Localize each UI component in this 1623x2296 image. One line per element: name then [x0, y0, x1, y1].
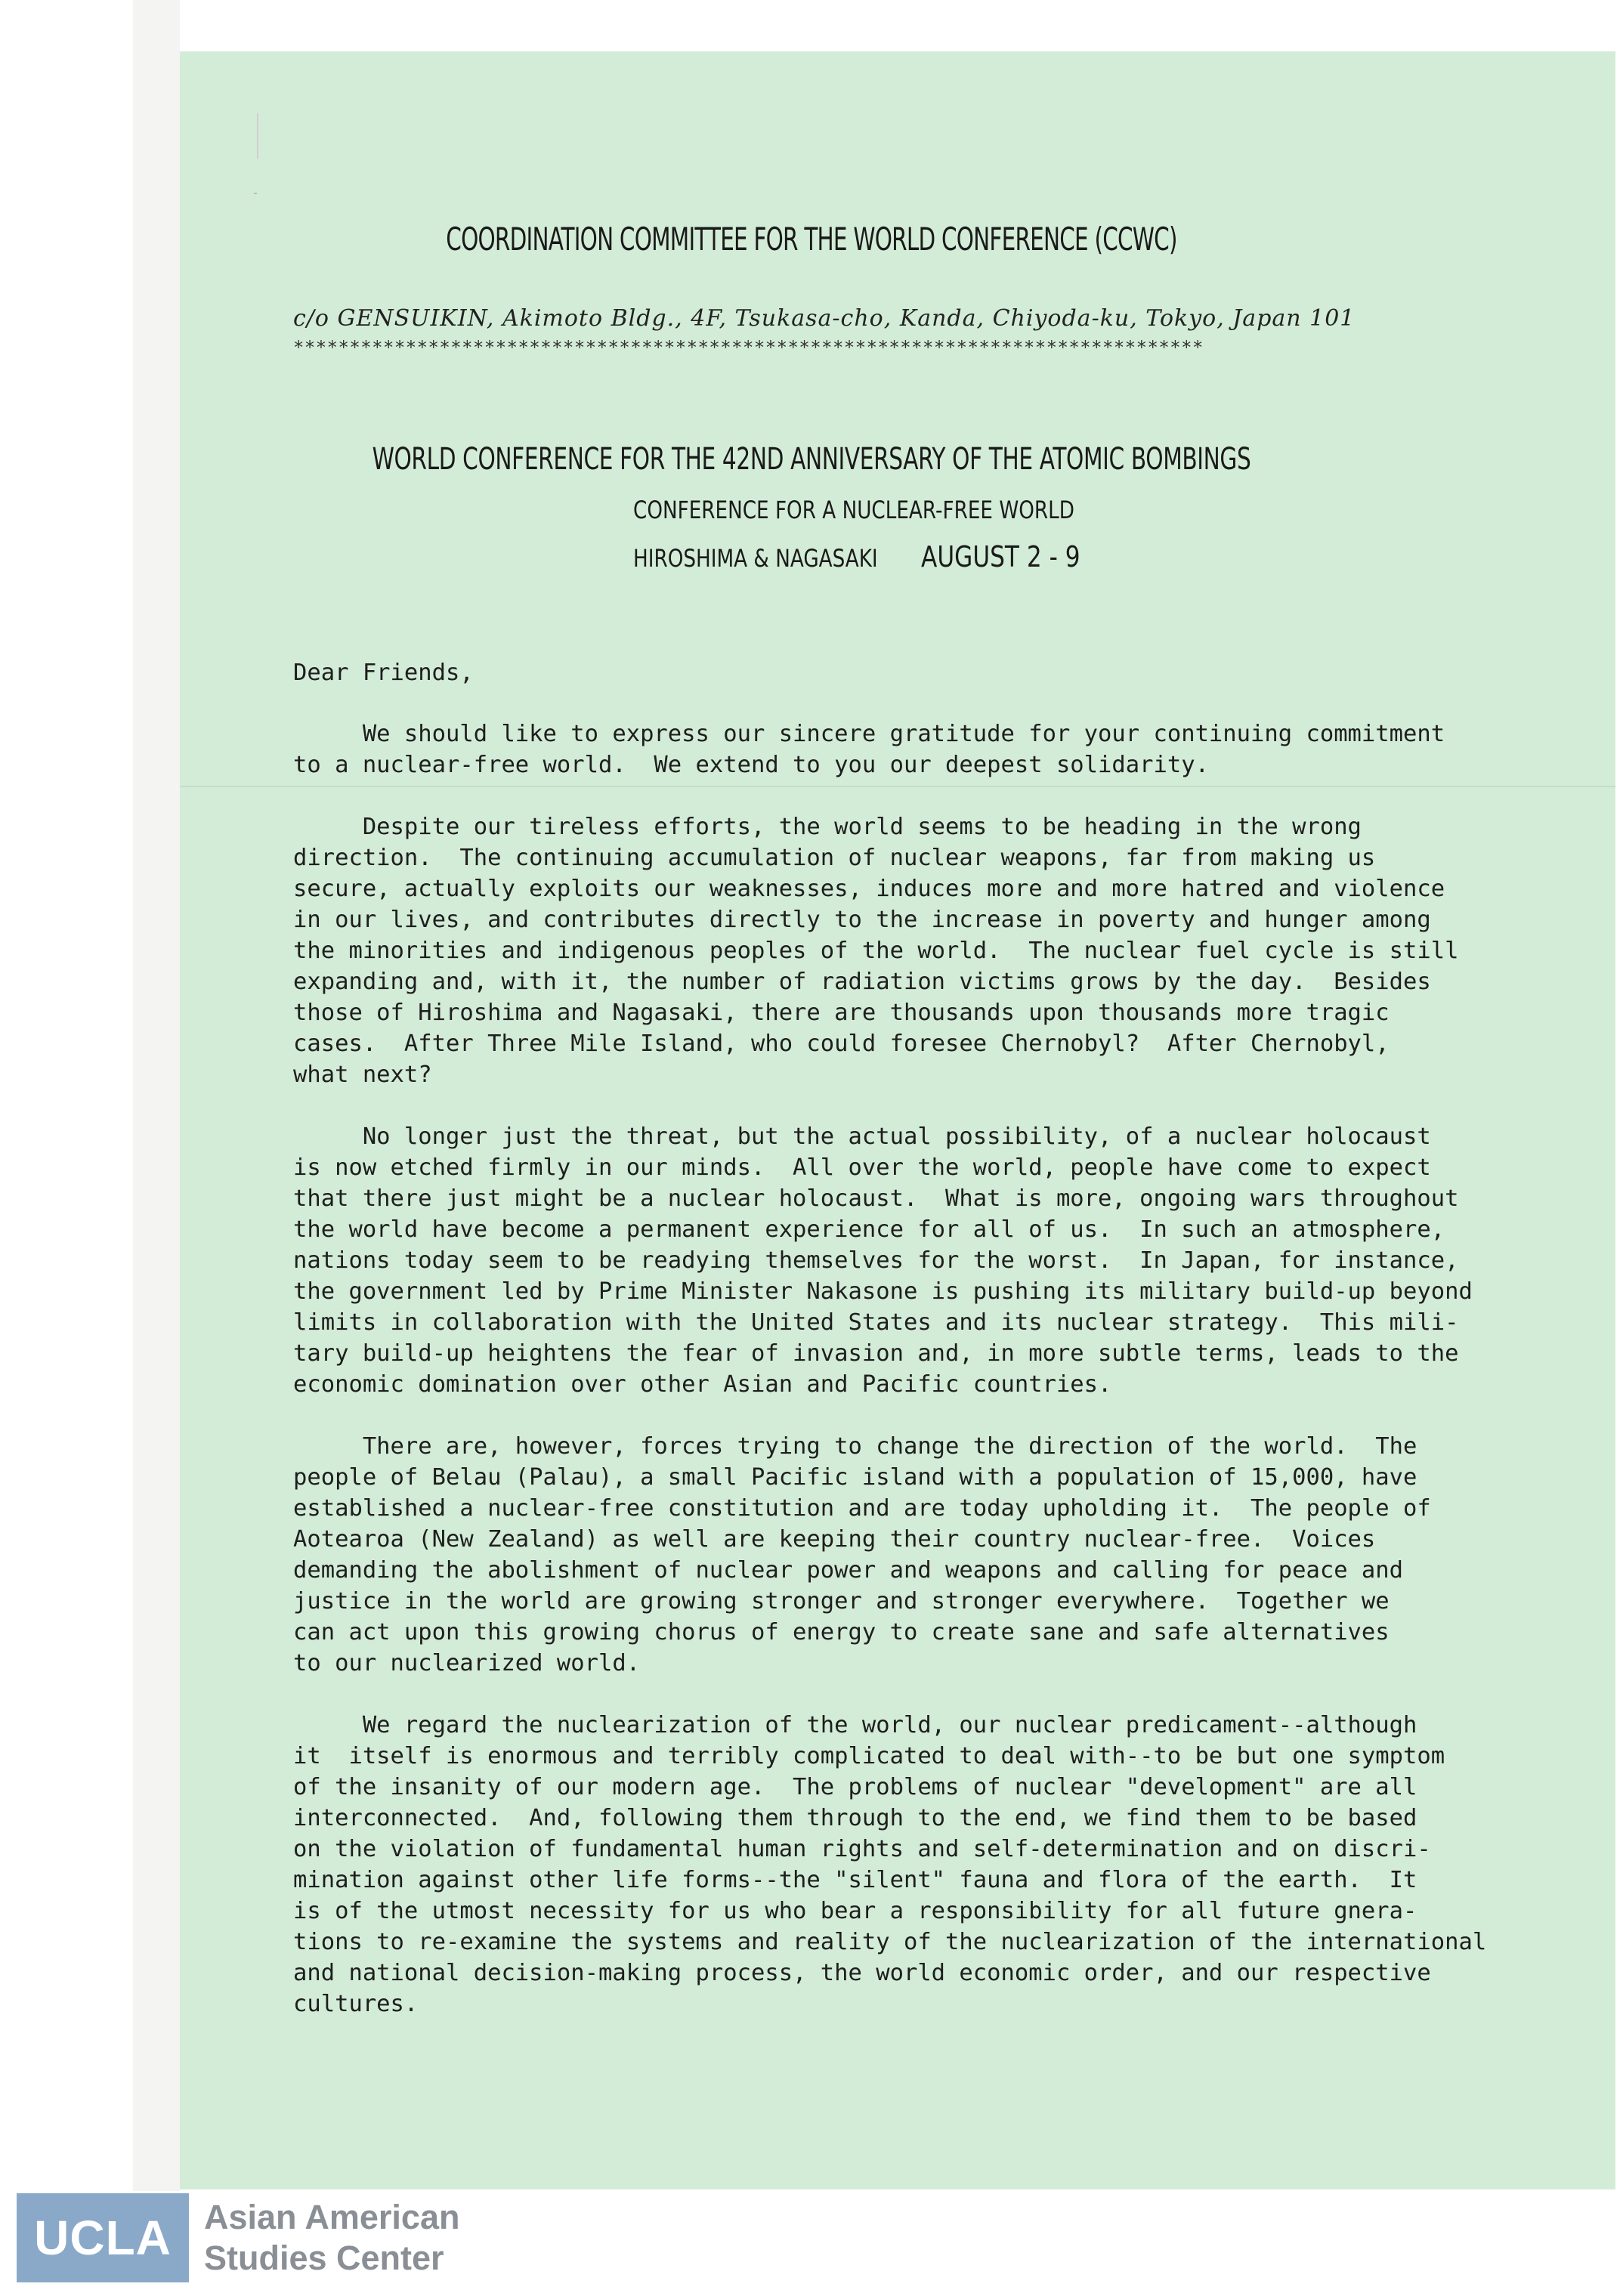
scan-mark: [257, 113, 258, 159]
committee-title: COORDINATION COMMITTEE FOR THE WORLD CONFERENCE (CCWC): [446, 221, 1177, 258]
center-name: [204, 2197, 459, 2279]
paragraph: Despite our tireless efforts, the world seems to be heading in the wrong direction. The continuing accumulation of nuclear weapons, far from making us secure, actually exploits our weaknesses, induces more and more hatred and violence in our lives, and contributes directly to the increase in poverty and hunger among the minorities and indigenous peoples of the world. The nuclear fuel cycle is still expanding and, with it, the number of radiation victims grows by the day. Besides those of Hiroshima and Nagasaki, there are thousands upon thousands more tragic cases. After Three Mile Island, who could foresee Chernobyl? After Chernobyl, what next?: [293, 814, 1459, 1088]
letter-body: [293, 657, 1578, 2050]
separator-line: *********************************************************************************: [293, 337, 1204, 358]
scan-mark: [254, 193, 257, 194]
paragraph: We regard the nuclearization of the world, our nuclear predicament--although it itself is enormous and terribly complicated to deal with--to be but one symptom of the insanity of our modern age. The problems of nuclear "development" are all interconnected. And, following them through to the end, we find them to be based on the violation of fundamental human rights and self-determination and on discri- mination against other life forms--the "silent" fauna and flora of the earth. It is of the utmost necessity for us who bear a responsibility for all future gnera- tions to re-examine the systems and reality of the nuclearization of the international and national decision-making process, the world economic order, and our respective cultures.: [293, 1712, 1487, 2017]
paragraph: No longer just the threat, but the actual possibility, of a nuclear holocaust is now etched firmly in our minds. All over the world, people have come to expect that there just might be a nuclear holocaust. What is more, ongoing wars throughout the world have become a permanent experience for all of us. In such an atmosphere, nations today seem to be readying themselves for the worst. In Japan, for instance, the government led by Prime Minister Nakasone is pushing its military build-up beyond limits in collaboration with the United States and its nuclear strategy. This mili- tary build-up heightens the fear of invasion and, in more subtle terms, leads to the economic domination over other Asian and Pacific countries.: [293, 1123, 1473, 1398]
ucla-logo: UCLA: [17, 2193, 189, 2282]
address-line: c/o GENSUIKIN, Akimoto Bldg., 4F, Tsukasa-cho, Kanda, Chiyoda-ku, Tokyo, Japan 101: [293, 305, 1356, 332]
conference-title: WORLD CONFERENCE FOR THE 42ND ANNIVERSARY OF THE ATOMIC BOMBINGS: [372, 442, 1251, 477]
conference-location: HIROSHIMA & NAGASAKI: [633, 544, 878, 573]
paragraph: We should like to express our sincere gratitude for your continuing commitment to a nuclear-free world. We extend to you our deepest solidarity.: [293, 721, 1445, 778]
paragraph: There are, however, forces trying to change the direction of the world. The people of Belau (Palau), a small Pacific island with a population of 15,000, have established a nuclear-free constitution and are today upholding it. The people of Aotearoa (New Zealand) as well are keeping their country nuclear-free. Voices demanding the abolishment of nuclear power and weapons and calling for peace and justice in the world are growing stronger and stronger everywhere. Together we can act upon this growing chorus of energy to create sane and safe alternatives to our nuclearized world.: [293, 1433, 1431, 1676]
conference-location-dates: [633, 540, 1080, 573]
conference-dates: AUGUST 2 - 9: [921, 540, 1080, 573]
salutation: Dear Friends,: [293, 660, 474, 686]
center-name-line1: Asian American: [204, 2198, 460, 2236]
scan-margin: [133, 0, 180, 2191]
conference-subtitle: CONFERENCE FOR A NUCLEAR-FREE WORLD: [633, 496, 1074, 524]
center-name-line2: Studies Center: [204, 2239, 444, 2277]
